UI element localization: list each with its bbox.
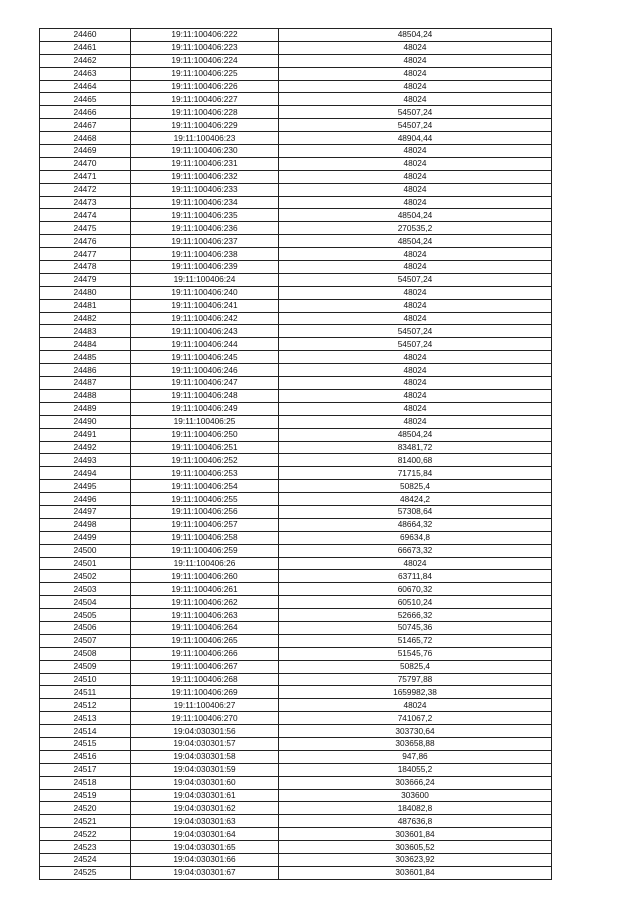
cadastral-number-cell: 19:11:100406:248 [131, 389, 279, 402]
table-row [40, 338, 552, 351]
table-row [40, 596, 552, 609]
row-number-cell: 24478 [40, 261, 131, 274]
table-row [40, 93, 552, 106]
cadastral-number-cell: 19:11:100406:228 [131, 106, 279, 119]
value-cell: 48024 [279, 557, 552, 570]
table-row [40, 454, 552, 467]
table-row [40, 157, 552, 170]
cadastral-number-cell: 19:11:100406:252 [131, 454, 279, 467]
row-number-cell: 24484 [40, 338, 131, 351]
table-row [40, 209, 552, 222]
value-cell: 60510,24 [279, 596, 552, 609]
table-row [40, 609, 552, 622]
value-cell: 75797,88 [279, 673, 552, 686]
cadastral-number-cell: 19:11:100406:240 [131, 286, 279, 299]
table-row [40, 750, 552, 763]
row-number-cell: 24461 [40, 41, 131, 54]
table-row [40, 699, 552, 712]
cadastral-number-cell: 19:11:100406:266 [131, 647, 279, 660]
table-row [40, 428, 552, 441]
value-cell: 48024 [279, 183, 552, 196]
table-row [40, 312, 552, 325]
cadastral-number-cell: 19:04:030301:61 [131, 789, 279, 802]
row-number-cell: 24462 [40, 54, 131, 67]
table-row [40, 673, 552, 686]
row-number-cell: 24497 [40, 505, 131, 518]
cadastral-number-cell: 19:11:100406:237 [131, 235, 279, 248]
value-cell: 48424,2 [279, 493, 552, 506]
row-number-cell: 24506 [40, 621, 131, 634]
cadastral-number-cell: 19:04:030301:60 [131, 776, 279, 789]
cadastral-number-cell: 19:11:100406:229 [131, 119, 279, 132]
row-number-cell: 24489 [40, 402, 131, 415]
value-cell: 48024 [279, 157, 552, 170]
table-row [40, 634, 552, 647]
value-cell: 48504,24 [279, 428, 552, 441]
row-number-cell: 24505 [40, 609, 131, 622]
cadastral-number-cell: 19:11:100406:256 [131, 505, 279, 518]
value-cell: 48024 [279, 41, 552, 54]
value-cell: 48664,32 [279, 518, 552, 531]
cadastral-number-cell: 19:11:100406:251 [131, 441, 279, 454]
value-cell: 54507,24 [279, 273, 552, 286]
cadastral-number-cell: 19:11:100406:236 [131, 222, 279, 235]
row-number-cell: 24481 [40, 299, 131, 312]
cadastral-number-cell: 19:11:100406:25 [131, 415, 279, 428]
value-cell: 48024 [279, 286, 552, 299]
row-number-cell: 24468 [40, 132, 131, 145]
row-number-cell: 24514 [40, 725, 131, 738]
cadastral-number-cell: 19:04:030301:67 [131, 866, 279, 879]
table-row [40, 41, 552, 54]
table-row [40, 248, 552, 261]
table-row [40, 467, 552, 480]
row-number-cell: 24510 [40, 673, 131, 686]
value-cell: 303600 [279, 789, 552, 802]
row-number-cell: 24499 [40, 531, 131, 544]
value-cell: 48504,24 [279, 209, 552, 222]
value-cell: 51465,72 [279, 634, 552, 647]
row-number-cell: 24515 [40, 737, 131, 750]
table-row [40, 261, 552, 274]
value-cell: 63711,84 [279, 570, 552, 583]
value-cell: 48024 [279, 93, 552, 106]
value-cell: 48504,24 [279, 29, 552, 42]
cadastral-number-cell: 19:11:100406:241 [131, 299, 279, 312]
row-number-cell: 24465 [40, 93, 131, 106]
row-number-cell: 24479 [40, 273, 131, 286]
table-row [40, 54, 552, 67]
table-row [40, 80, 552, 93]
cadastral-number-cell: 19:11:100406:242 [131, 312, 279, 325]
table-row [40, 145, 552, 158]
cadastral-number-cell: 19:11:100406:233 [131, 183, 279, 196]
value-cell: 303623,92 [279, 854, 552, 867]
row-number-cell: 24496 [40, 493, 131, 506]
value-cell: 48024 [279, 389, 552, 402]
cadastral-number-cell: 19:04:030301:57 [131, 737, 279, 750]
table-row [40, 763, 552, 776]
value-cell: 60670,32 [279, 583, 552, 596]
table-row [40, 299, 552, 312]
cadastral-number-cell: 19:11:100406:24 [131, 273, 279, 286]
table-row [40, 480, 552, 493]
value-cell: 48024 [279, 196, 552, 209]
cadastral-number-cell: 19:04:030301:66 [131, 854, 279, 867]
value-cell: 69634,8 [279, 531, 552, 544]
row-number-cell: 24502 [40, 570, 131, 583]
value-cell: 48024 [279, 364, 552, 377]
table-row [40, 286, 552, 299]
cadastral-number-cell: 19:11:100406:259 [131, 544, 279, 557]
value-cell: 52666,32 [279, 609, 552, 622]
value-cell: 50825,4 [279, 480, 552, 493]
row-number-cell: 24467 [40, 119, 131, 132]
value-cell: 48024 [279, 80, 552, 93]
table-row [40, 725, 552, 738]
table-row [40, 441, 552, 454]
row-number-cell: 24476 [40, 235, 131, 248]
value-cell: 71715,84 [279, 467, 552, 480]
cadastral-number-cell: 19:04:030301:58 [131, 750, 279, 763]
cadastral-number-cell: 19:11:100406:264 [131, 621, 279, 634]
table-row [40, 402, 552, 415]
table-row [40, 170, 552, 183]
table-row [40, 183, 552, 196]
row-number-cell: 24516 [40, 750, 131, 763]
cadastral-number-cell: 19:11:100406:247 [131, 377, 279, 390]
value-cell: 303605,52 [279, 841, 552, 854]
value-cell: 51545,76 [279, 647, 552, 660]
row-number-cell: 24493 [40, 454, 131, 467]
value-cell: 57308,64 [279, 505, 552, 518]
cadastral-number-cell: 19:11:100406:250 [131, 428, 279, 441]
row-number-cell: 24525 [40, 866, 131, 879]
table-row [40, 273, 552, 286]
row-number-cell: 24488 [40, 389, 131, 402]
row-number-cell: 24483 [40, 325, 131, 338]
table-row [40, 29, 552, 42]
table-row [40, 493, 552, 506]
row-number-cell: 24503 [40, 583, 131, 596]
table-row [40, 841, 552, 854]
value-cell: 48504,24 [279, 235, 552, 248]
value-cell: 741067,2 [279, 712, 552, 725]
cadastral-number-cell: 19:11:100406:262 [131, 596, 279, 609]
value-cell: 81400,68 [279, 454, 552, 467]
row-number-cell: 24521 [40, 815, 131, 828]
cadastral-number-cell: 19:04:030301:56 [131, 725, 279, 738]
row-number-cell: 24487 [40, 377, 131, 390]
cadastral-number-cell: 19:11:100406:253 [131, 467, 279, 480]
cadastral-number-cell: 19:11:100406:234 [131, 196, 279, 209]
cadastral-number-cell: 19:11:100406:268 [131, 673, 279, 686]
row-number-cell: 24512 [40, 699, 131, 712]
cadastral-number-cell: 19:04:030301:64 [131, 828, 279, 841]
row-number-cell: 24486 [40, 364, 131, 377]
cadastral-number-cell: 19:11:100406:23 [131, 132, 279, 145]
table-row [40, 325, 552, 338]
cadastral-number-cell: 19:11:100406:223 [131, 41, 279, 54]
row-number-cell: 24464 [40, 80, 131, 93]
value-cell: 48904,44 [279, 132, 552, 145]
cadastral-number-cell: 19:11:100406:243 [131, 325, 279, 338]
table-row [40, 415, 552, 428]
cadastral-number-cell: 19:11:100406:260 [131, 570, 279, 583]
cadastral-number-cell: 19:11:100406:225 [131, 67, 279, 80]
value-cell: 48024 [279, 261, 552, 274]
cadastral-number-cell: 19:11:100406:244 [131, 338, 279, 351]
row-number-cell: 24470 [40, 157, 131, 170]
table-row [40, 518, 552, 531]
table-row [40, 351, 552, 364]
value-cell: 947,86 [279, 750, 552, 763]
value-cell: 48024 [279, 402, 552, 415]
value-cell: 48024 [279, 248, 552, 261]
table-row [40, 776, 552, 789]
value-cell: 54507,24 [279, 338, 552, 351]
cadastral-number-cell: 19:11:100406:269 [131, 686, 279, 699]
table-row [40, 621, 552, 634]
table-row [40, 789, 552, 802]
table-row [40, 505, 552, 518]
cadastral-number-cell: 19:11:100406:254 [131, 480, 279, 493]
cadastral-number-cell: 19:11:100406:261 [131, 583, 279, 596]
cadastral-number-cell: 19:11:100406:265 [131, 634, 279, 647]
table-row [40, 544, 552, 557]
row-number-cell: 24463 [40, 67, 131, 80]
value-cell: 54507,24 [279, 325, 552, 338]
table-row [40, 802, 552, 815]
value-cell: 303730,64 [279, 725, 552, 738]
row-number-cell: 24492 [40, 441, 131, 454]
table-row [40, 119, 552, 132]
value-cell: 48024 [279, 170, 552, 183]
table-row [40, 686, 552, 699]
cadastral-number-cell: 19:11:100406:257 [131, 518, 279, 531]
table-row [40, 557, 552, 570]
value-cell: 48024 [279, 54, 552, 67]
value-cell: 50745,36 [279, 621, 552, 634]
table-row [40, 660, 552, 673]
cadastral-number-cell: 19:11:100406:235 [131, 209, 279, 222]
row-number-cell: 24509 [40, 660, 131, 673]
table-body [40, 29, 552, 880]
table-row [40, 815, 552, 828]
cadastral-number-cell: 19:04:030301:65 [131, 841, 279, 854]
row-number-cell: 24508 [40, 647, 131, 660]
value-cell: 66673,32 [279, 544, 552, 557]
table-row [40, 106, 552, 119]
value-cell: 303658,88 [279, 737, 552, 750]
value-cell: 1659982,38 [279, 686, 552, 699]
value-cell: 48024 [279, 145, 552, 158]
row-number-cell: 24494 [40, 467, 131, 480]
cadastral-number-cell: 19:11:100406:258 [131, 531, 279, 544]
cadastral-number-cell: 19:04:030301:63 [131, 815, 279, 828]
row-number-cell: 24501 [40, 557, 131, 570]
value-cell: 48024 [279, 299, 552, 312]
table-row [40, 866, 552, 879]
row-number-cell: 24475 [40, 222, 131, 235]
cadastral-number-cell: 19:11:100406:239 [131, 261, 279, 274]
row-number-cell: 24490 [40, 415, 131, 428]
table-row [40, 67, 552, 80]
table-row [40, 583, 552, 596]
cadastral-number-cell: 19:11:100406:238 [131, 248, 279, 261]
row-number-cell: 24524 [40, 854, 131, 867]
row-number-cell: 24520 [40, 802, 131, 815]
value-cell: 48024 [279, 699, 552, 712]
cadastral-number-cell: 19:11:100406:246 [131, 364, 279, 377]
table-row [40, 647, 552, 660]
table-row [40, 531, 552, 544]
cadastral-number-cell: 19:11:100406:267 [131, 660, 279, 673]
value-cell: 184082,8 [279, 802, 552, 815]
value-cell: 48024 [279, 415, 552, 428]
row-number-cell: 24480 [40, 286, 131, 299]
row-number-cell: 24522 [40, 828, 131, 841]
cadastral-number-cell: 19:11:100406:232 [131, 170, 279, 183]
cadastral-number-cell: 19:11:100406:222 [131, 29, 279, 42]
row-number-cell: 24473 [40, 196, 131, 209]
table-row [40, 854, 552, 867]
table-row [40, 364, 552, 377]
table-row [40, 389, 552, 402]
value-cell: 48024 [279, 312, 552, 325]
row-number-cell: 24466 [40, 106, 131, 119]
row-number-cell: 24507 [40, 634, 131, 647]
value-cell: 83481,72 [279, 441, 552, 454]
row-number-cell: 24469 [40, 145, 131, 158]
row-number-cell: 24472 [40, 183, 131, 196]
cadastral-number-cell: 19:11:100406:27 [131, 699, 279, 712]
value-cell: 184055,2 [279, 763, 552, 776]
row-number-cell: 24517 [40, 763, 131, 776]
cadastral-number-cell: 19:11:100406:231 [131, 157, 279, 170]
cadastral-number-cell: 19:04:030301:59 [131, 763, 279, 776]
value-cell: 48024 [279, 67, 552, 80]
row-number-cell: 24474 [40, 209, 131, 222]
cadastral-number-cell: 19:11:100406:224 [131, 54, 279, 67]
cadastral-number-cell: 19:11:100406:270 [131, 712, 279, 725]
value-cell: 270535,2 [279, 222, 552, 235]
row-number-cell: 24523 [40, 841, 131, 854]
cadastral-number-cell: 19:11:100406:226 [131, 80, 279, 93]
value-cell: 487636,8 [279, 815, 552, 828]
value-cell: 54507,24 [279, 119, 552, 132]
data-table [39, 28, 552, 880]
row-number-cell: 24477 [40, 248, 131, 261]
value-cell: 50825,4 [279, 660, 552, 673]
row-number-cell: 24511 [40, 686, 131, 699]
cadastral-number-cell: 19:11:100406:230 [131, 145, 279, 158]
row-number-cell: 24498 [40, 518, 131, 531]
table-row [40, 235, 552, 248]
table-row [40, 222, 552, 235]
row-number-cell: 24471 [40, 170, 131, 183]
row-number-cell: 24504 [40, 596, 131, 609]
table-row [40, 377, 552, 390]
value-cell: 303601,84 [279, 866, 552, 879]
table-row [40, 196, 552, 209]
table-row [40, 570, 552, 583]
value-cell: 303601,84 [279, 828, 552, 841]
cadastral-number-cell: 19:11:100406:263 [131, 609, 279, 622]
cadastral-number-cell: 19:11:100406:227 [131, 93, 279, 106]
row-number-cell: 24485 [40, 351, 131, 364]
cadastral-number-cell: 19:11:100406:26 [131, 557, 279, 570]
value-cell: 303666,24 [279, 776, 552, 789]
table-row [40, 712, 552, 725]
row-number-cell: 24513 [40, 712, 131, 725]
row-number-cell: 24500 [40, 544, 131, 557]
cadastral-number-cell: 19:11:100406:255 [131, 493, 279, 506]
row-number-cell: 24519 [40, 789, 131, 802]
cadastral-number-cell: 19:11:100406:249 [131, 402, 279, 415]
cadastral-number-cell: 19:11:100406:245 [131, 351, 279, 364]
value-cell: 54507,24 [279, 106, 552, 119]
row-number-cell: 24482 [40, 312, 131, 325]
table-row [40, 737, 552, 750]
row-number-cell: 24518 [40, 776, 131, 789]
value-cell: 48024 [279, 351, 552, 364]
row-number-cell: 24460 [40, 29, 131, 42]
value-cell: 48024 [279, 377, 552, 390]
row-number-cell: 24491 [40, 428, 131, 441]
table-row [40, 828, 552, 841]
table-row [40, 132, 552, 145]
row-number-cell: 24495 [40, 480, 131, 493]
cadastral-number-cell: 19:04:030301:62 [131, 802, 279, 815]
